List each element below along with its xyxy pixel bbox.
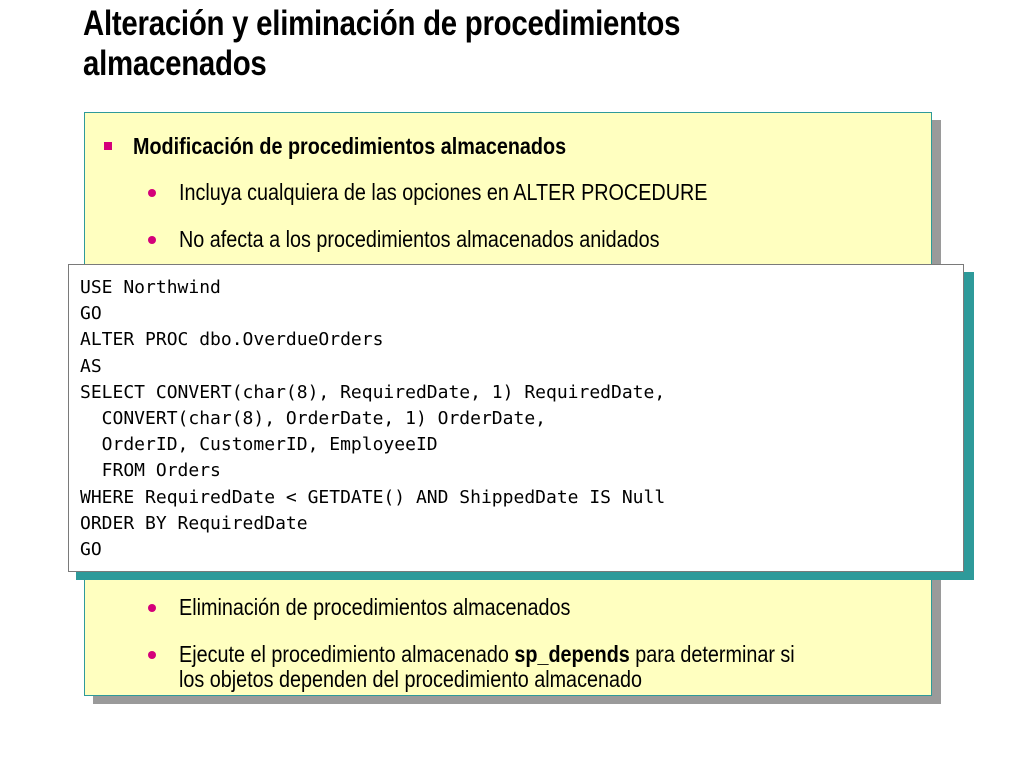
bullet-item-4-line-2: los objetos dependen del procedimiento almacenado bbox=[179, 666, 642, 692]
code-line: SELECT CONVERT(char(8), RequiredDate, 1) RequiredDate, bbox=[80, 381, 666, 403]
bullet-item-1: Incluya cualquiera de las opciones en ALTER PROCEDURE bbox=[179, 179, 708, 205]
code-line: WHERE RequiredDate < GETDATE() AND ShippedDate IS Null bbox=[80, 486, 666, 508]
code-block bbox=[68, 264, 964, 572]
round-bullet-icon bbox=[148, 651, 156, 659]
code-line: GO bbox=[80, 303, 102, 325]
sp-depends-keyword: sp_depends bbox=[514, 641, 630, 667]
round-bullet-icon bbox=[148, 604, 156, 612]
slide-title-line-2: almacenados bbox=[83, 44, 267, 83]
code-line: GO bbox=[80, 538, 102, 560]
code-line: OrderID, CustomerID, EmployeeID bbox=[80, 434, 438, 456]
round-bullet-icon bbox=[148, 189, 156, 197]
code-line: CONVERT(char(8), OrderDate, 1) OrderDate, bbox=[80, 407, 546, 429]
bullet-item-3: Eliminación de procedimientos almacenados bbox=[179, 594, 571, 620]
square-bullet-icon bbox=[104, 142, 112, 150]
bullet-item-4-text-pre: Ejecute el procedimiento almacenado bbox=[179, 641, 515, 667]
code-line: AS bbox=[80, 355, 102, 377]
code-line: ALTER PROC dbo.OverdueOrders bbox=[80, 329, 384, 351]
bullet-item-4 bbox=[179, 641, 795, 667]
slide-title bbox=[83, 4, 839, 84]
code-line: FROM Orders bbox=[80, 460, 221, 482]
bullet-item-2: No afecta a los procedimientos almacenados anidados bbox=[179, 226, 660, 252]
code-line: ORDER BY RequiredDate bbox=[80, 512, 308, 534]
bullet-item-4-text-post: para determinar si bbox=[629, 641, 795, 667]
slide-title-line-1: Alteración y eliminación de procedimientos bbox=[83, 4, 681, 43]
round-bullet-icon bbox=[148, 236, 156, 244]
code-line: USE Northwind bbox=[80, 277, 221, 298]
section-heading: Modificación de procedimientos almacenados bbox=[133, 133, 567, 159]
